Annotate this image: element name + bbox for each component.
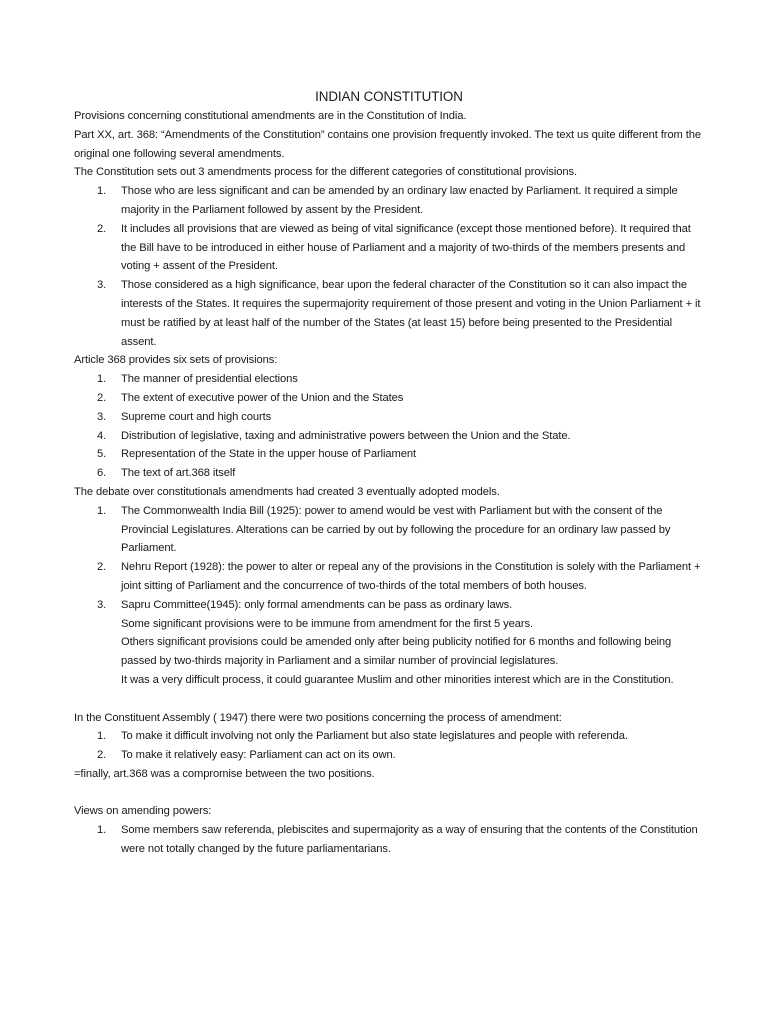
positions-list xyxy=(74,727,704,765)
part-xx-paragraph: Part XX, art. 368: “Amendments of the Constitution” contains one provision frequently invoked. The text us quite different from the original one following several amendments. xyxy=(74,128,702,160)
list-number: 2. xyxy=(97,391,107,404)
list-number: 2. xyxy=(97,749,107,762)
amendment-categories-list xyxy=(74,182,704,351)
list-item-text: The text of art.368 itself xyxy=(121,467,236,480)
list-item xyxy=(74,182,704,220)
list-item-text: Supreme court and high courts xyxy=(121,410,272,423)
views-heading: Views on amending powers: xyxy=(74,805,212,818)
paragraph-spacer xyxy=(74,690,704,709)
list-number: 2. xyxy=(97,222,107,235)
list-item-text: It includes all provisions that are viewed as being of vital significance (except those mentioned before). It required that the Bill have to be introduced in either house of Parliament and a majority of two-thirds of the members presents and voting + assent of the President. xyxy=(121,222,691,273)
article-368-paragraph: Article 368 provides six sets of provisions: xyxy=(74,354,278,367)
list-item-text: The extent of executive power of the Union and the States xyxy=(121,391,404,404)
list-number: 6. xyxy=(97,467,107,480)
document-title: INDIAN CONSTITUTION xyxy=(315,89,463,104)
document-body xyxy=(74,88,704,859)
list-item xyxy=(74,596,704,690)
list-number: 4. xyxy=(97,429,107,442)
provisions-list xyxy=(74,370,704,483)
list-number: 3. xyxy=(97,410,107,423)
list-number: 3. xyxy=(97,279,107,292)
compromise-paragraph: =finally, art.368 was a compromise between the two positions. xyxy=(74,767,375,780)
list-item-text: Some members saw referenda, plebiscites and supermajority as a way of ensuring that the contents of the Constitution were not totally changed by the future parliamentarians. xyxy=(121,824,698,856)
sapru-subparagraph: Some significant provisions were to be immune from amendment for the first 5 years. xyxy=(121,617,534,630)
debate-paragraph: The debate over constitutionals amendments had created 3 eventually adopted models. xyxy=(74,485,500,498)
list-item-text: The Commonwealth India Bill (1925): power to amend would be vest with Parliament but with the consent of the Provincial Legislatures. Alterations can be carried by out by following the procedure for an ordinary law passed by Parliament. xyxy=(121,504,671,555)
list-item xyxy=(74,276,704,351)
list-number: 1. xyxy=(97,504,107,517)
list-item xyxy=(74,727,704,746)
list-item-text: To make it difficult involving not only the Parliament but also state legislatures and people with referenda. xyxy=(121,730,628,743)
intro-paragraph: Provisions concerning constitutional amendments are in the Constitution of India. xyxy=(74,110,467,122)
list-item-text: To make it relatively easy: Parliament can act on its own. xyxy=(121,749,396,762)
list-item xyxy=(74,821,704,859)
list-item-text: Distribution of legislative, taxing and administrative powers between the Union and the State. xyxy=(121,429,571,442)
sapru-subparagraph: It was a very difficult process, it could guarantee Muslim and other minorities interest which are in the Constitution. xyxy=(121,673,674,686)
constituent-assembly-paragraph: In the Constituent Assembly ( 1947) there were two positions concerning the process of amendment: xyxy=(74,711,562,724)
paragraph-spacer xyxy=(74,784,704,803)
list-item xyxy=(74,389,704,408)
views-list xyxy=(74,821,704,859)
list-item xyxy=(74,445,704,464)
list-item xyxy=(74,558,704,596)
models-list xyxy=(74,502,704,690)
list-number: 3. xyxy=(97,598,107,611)
list-item xyxy=(74,502,704,558)
list-number: 1. xyxy=(97,824,107,837)
list-item xyxy=(74,408,704,427)
sapru-subparagraph: Others significant provisions could be amended only after being publicity notified for 6 months and following being passed by two-thirds majority in Parliament and a similar number of provincial legislatures. xyxy=(121,636,672,668)
list-item-text: Those who are less significant and can be amended by an ordinary law enacted by Parliament. It required a simple majority in the Parliament followed by assent by the President. xyxy=(121,185,678,216)
list-item-text: Sapru Committee(1945): only formal amendments can be pass as ordinary laws. xyxy=(121,598,513,611)
list-item xyxy=(74,220,704,276)
list-number: 1. xyxy=(97,730,107,743)
list-item-text: The manner of presidential elections xyxy=(121,373,298,386)
list-number: 1. xyxy=(97,373,107,386)
list-number: 2. xyxy=(97,561,107,574)
list-item-text: Nehru Report (1928): the power to alter or repeal any of the provisions in the Constitution is solely with the Parliament + joint sitting of Parliament and the concurrence of two-thirds of the total members of both houses. xyxy=(121,561,701,592)
list-item-text: Representation of the State in the upper house of Parliament xyxy=(121,448,417,461)
amendment-process-paragraph: The Constitution sets out 3 amendments process for the different categories of constitutional provisions. xyxy=(74,166,577,179)
list-item xyxy=(74,746,704,765)
list-item xyxy=(74,464,704,483)
list-item xyxy=(74,427,704,446)
list-item-text: Those considered as a high significance, bear upon the federal character of the Constitution so it can also impact the interests of the States. It requires the supermajority requirement of those present and voting in the Union Parliament + it must be ratified by at least half of the number of the States (at least 15) before being presented to the Presidential assent. xyxy=(121,279,701,348)
list-item xyxy=(74,370,704,389)
list-number: 1. xyxy=(97,185,107,198)
list-number: 5. xyxy=(97,448,107,461)
